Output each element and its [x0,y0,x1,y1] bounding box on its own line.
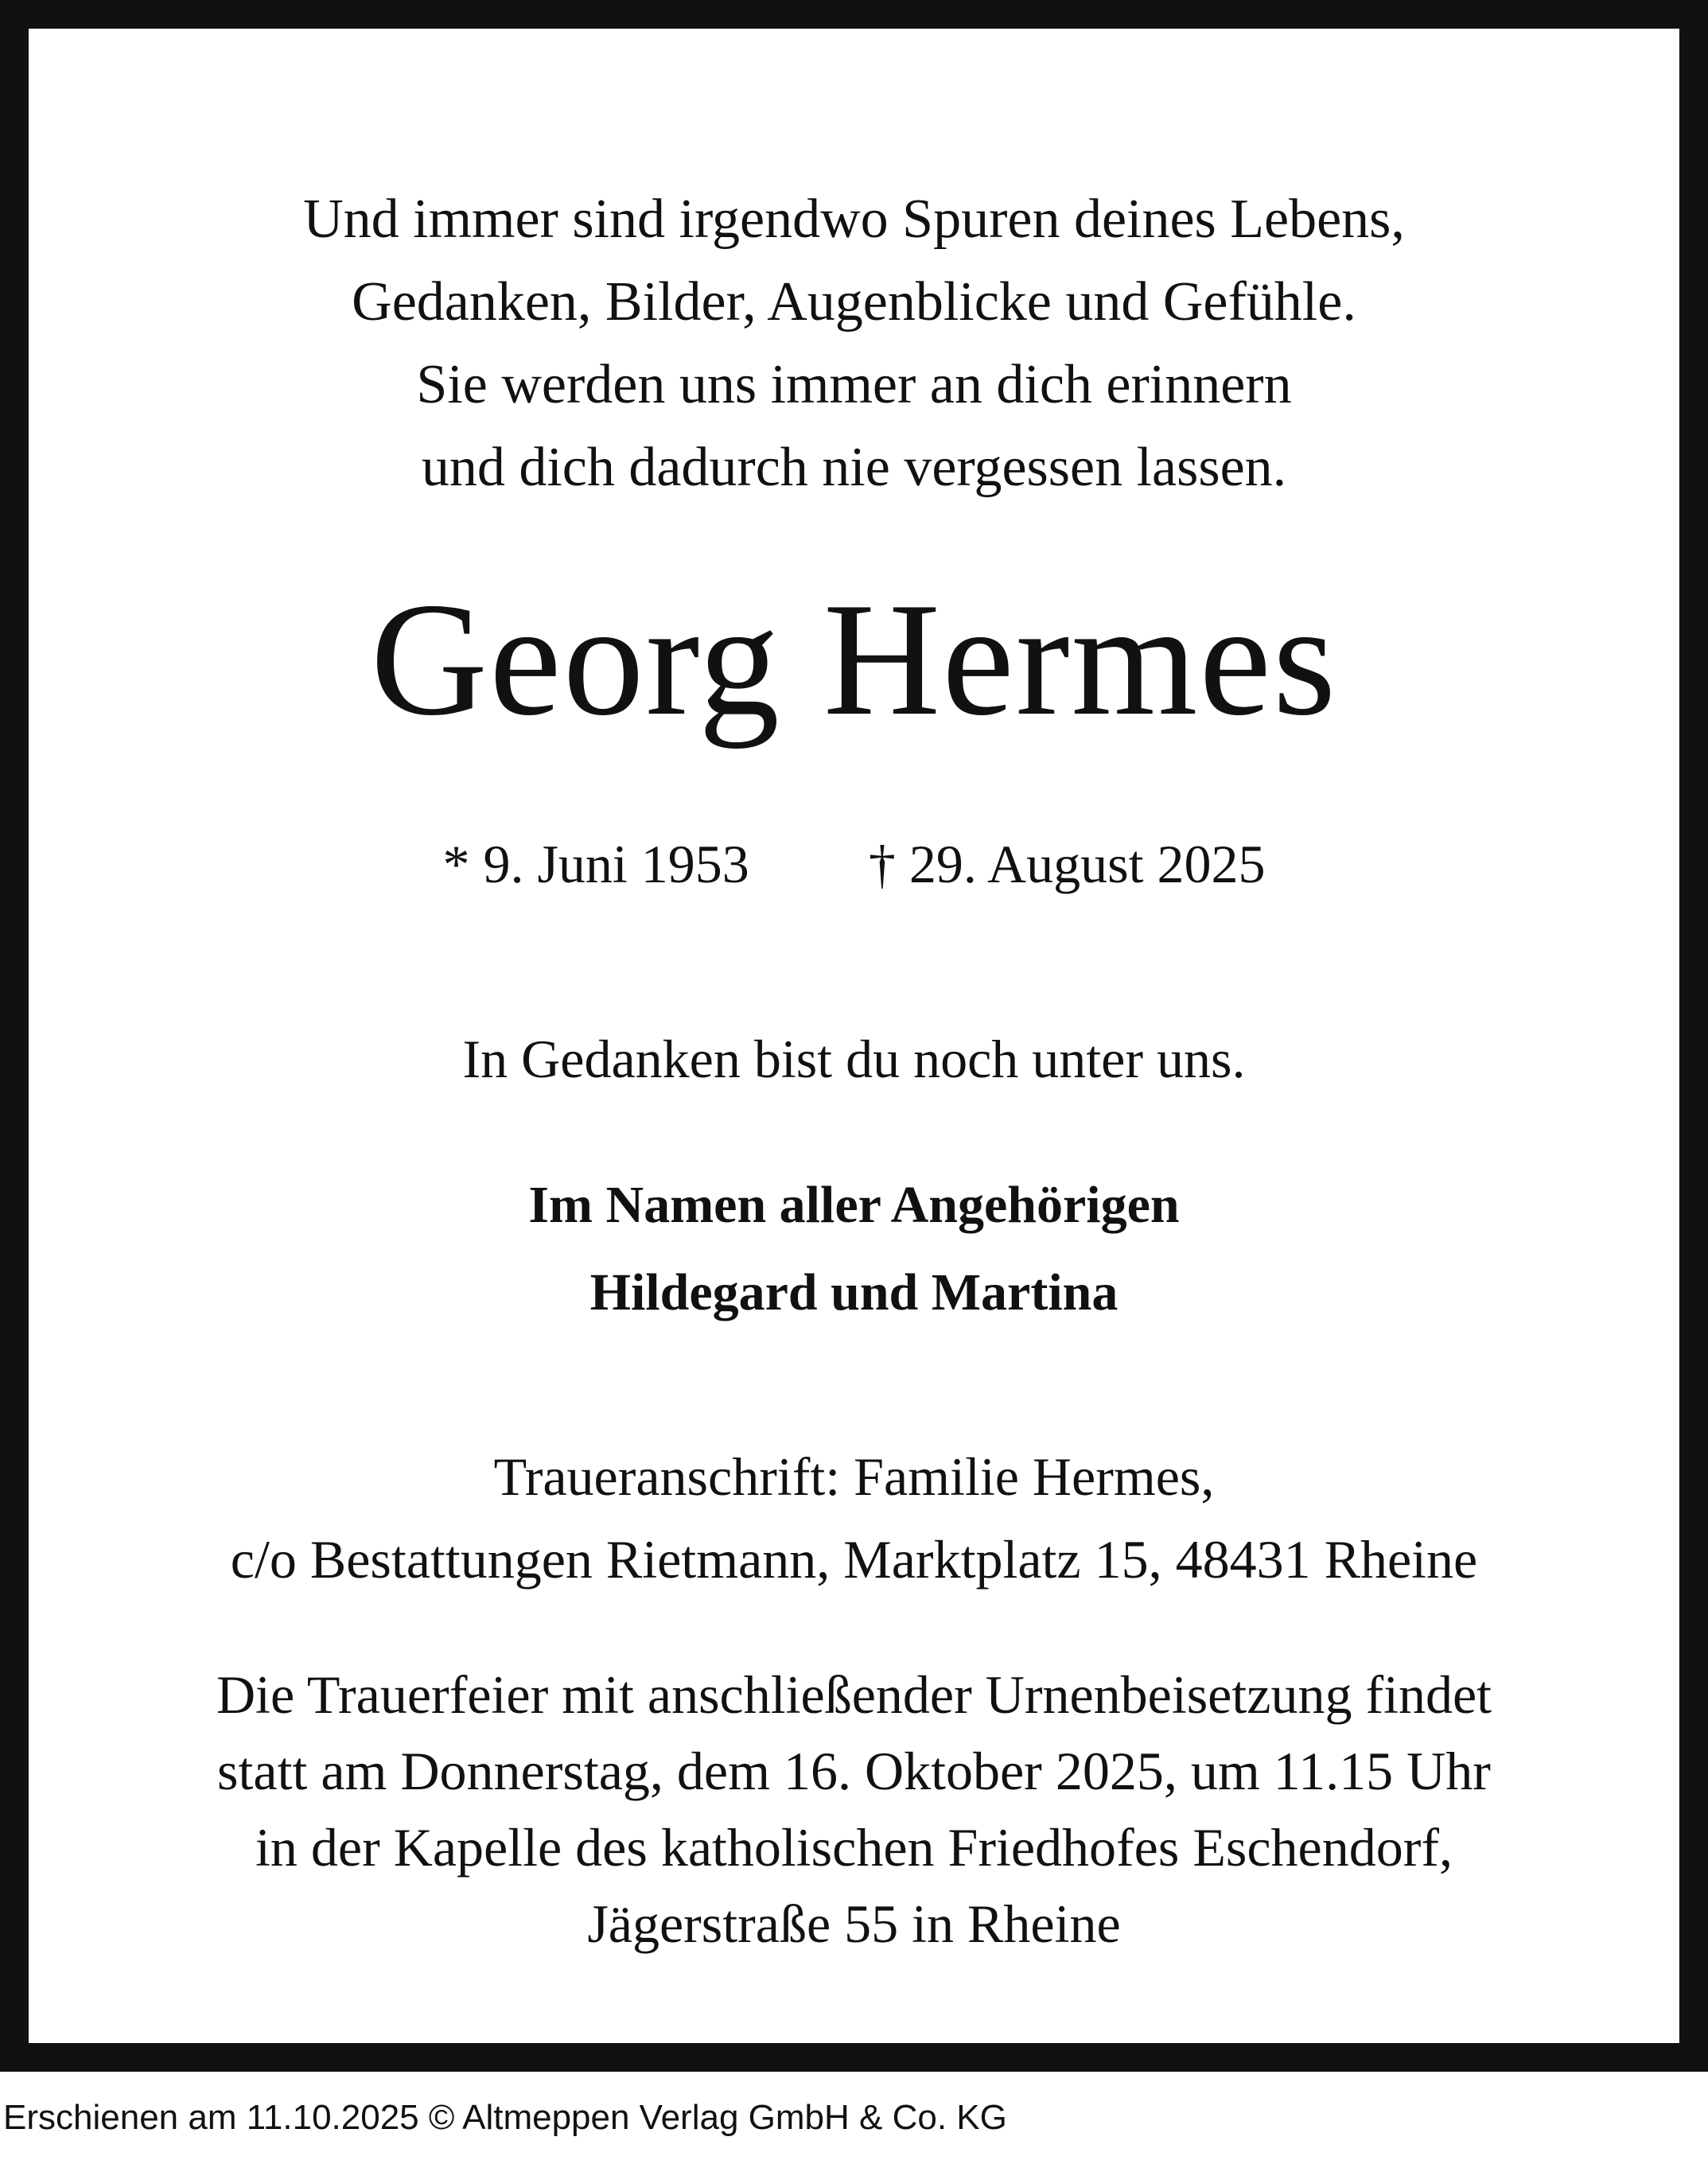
birth-date: * 9. Juni 1953 [442,834,749,894]
poem-line: Gedanken, Bilder, Augenblicke und Gefühle. [352,271,1356,333]
mourners-line: Hildegard und Martina [589,1263,1119,1321]
ceremony-line: Jägerstraße 55 in Rheine [587,1893,1121,1954]
remembrance-line: In Gedanken bist du noch unter uns. [462,1029,1246,1089]
memorial-poem [29,178,1679,509]
publication-credit: Erschienen am 11.10.2025 © Altmeppen Verlag GmbH & Co. KG [3,2098,1007,2137]
funeral-details [29,1656,1679,1962]
mourning-address [29,1435,1679,1601]
poem-line: Sie werden uns immer an dich erinnern [416,354,1292,415]
mourners [29,1162,1679,1337]
address-line: Traueranschrift: Familie Hermes, [493,1446,1215,1507]
ceremony-line: statt am Donnerstag, dem 16. Oktober 2025, um 11.15 Uhr [217,1741,1491,1801]
poem-line: und dich dadurch nie vergessen lassen. [421,437,1287,498]
ceremony-line: in der Kapelle des katholischen Friedhofes Eschendorf, [255,1817,1453,1878]
address-line: c/o Bestattungen Rietmann, Marktplatz 15, 48431 Rheine [230,1529,1478,1590]
mourners-line: Im Namen aller Angehörigen [528,1176,1180,1234]
death-date: † 29. August 2025 [868,834,1266,894]
obituary-notice [29,29,1679,2043]
deceased-name: Georg Hermes [370,570,1338,749]
life-dates [29,824,1679,904]
poem-line: Und immer sind irgendwo Spuren deines Lebens, [303,189,1405,250]
ceremony-line: Die Trauerfeier mit anschließender Urnenbeisetzung findet [216,1664,1492,1725]
